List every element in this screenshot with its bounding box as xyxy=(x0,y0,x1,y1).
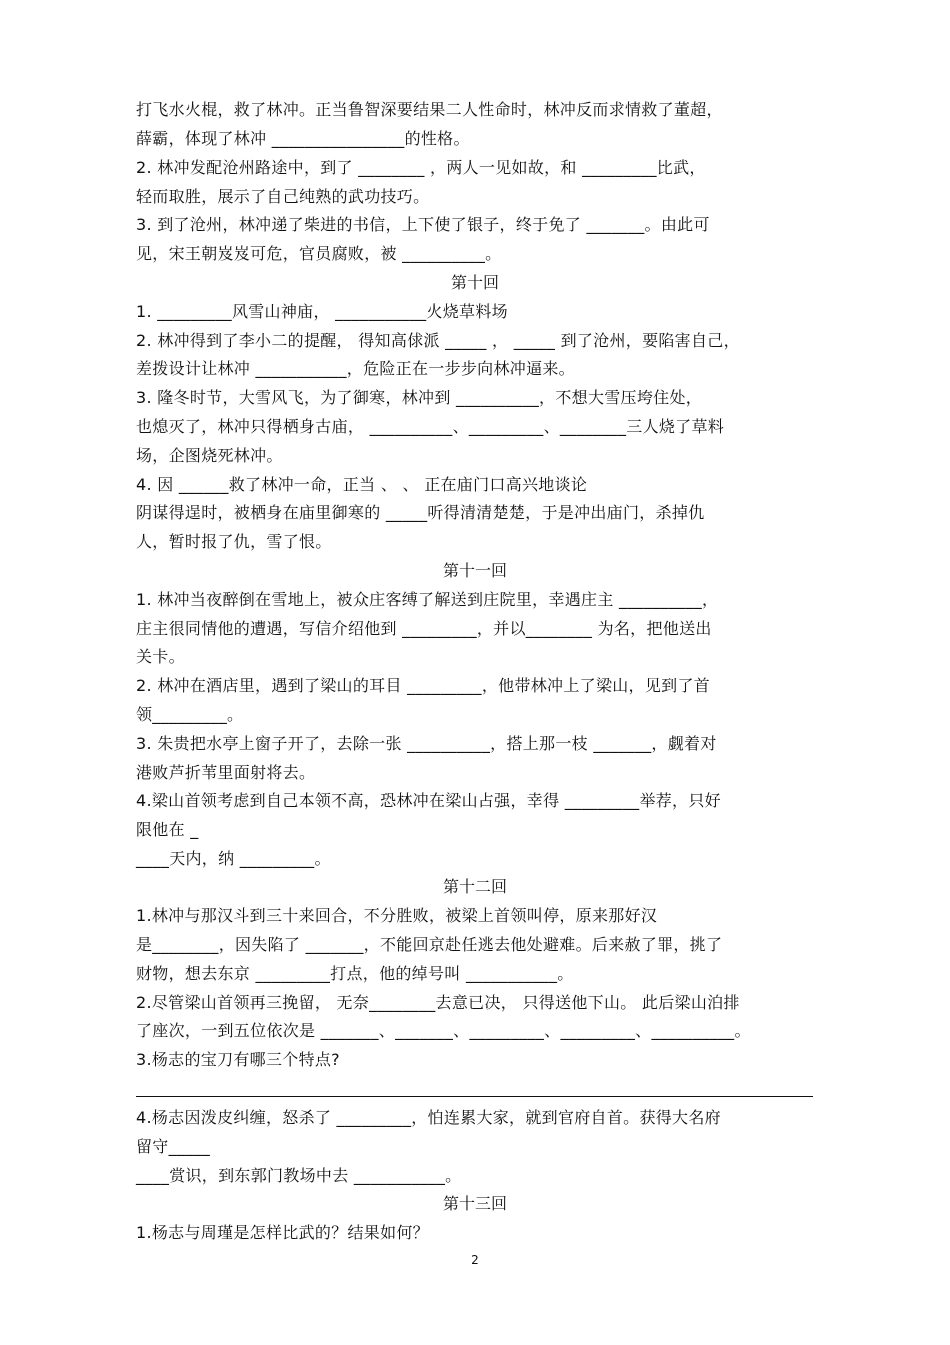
text-line: 1.林冲与那汉斗到三十来回合，不分胜败，被梁上首领叫停，原来那好汉 xyxy=(136,906,658,925)
text-line: 也熄灭了，林冲只得栖身古庙， __________、_________、________三人烧了草料 xyxy=(136,417,725,436)
text-line: 是________，因失陷了 _______，不能回京赴任逃去他处避难。后来赦了罪，挑了 xyxy=(136,935,723,954)
text-line: 人，暂时报了仇，雪了恨。 xyxy=(136,532,332,551)
text-line: 差拨设计让林冲 ___________，危险正在一步步向林冲逼来。 xyxy=(136,359,575,378)
text-line: 港败芦折苇里面射将去。 xyxy=(136,763,316,782)
text-line: 4. 因 ______救了林冲一命，正当 、 、 正在庙门口高兴地谈论 xyxy=(136,475,588,494)
text-line: 3. 朱贵把水亭上窗子开了，去除一张 __________，搭上那一枝 _______，觑着对 xyxy=(136,734,717,753)
text-line: 3.杨志的宝刀有哪三个特点? xyxy=(136,1050,340,1069)
text-line: 领_________。 xyxy=(136,705,244,724)
text-line: 3. 隆冬时节，大雪风飞，为了御寒，林冲到 __________，不想大雪压垮住处， xyxy=(136,388,703,407)
text-line: 财物，想去东京 _________打点，他的绰号叫 ___________。 xyxy=(136,964,574,983)
text-line: 薛霸，体现了林冲 ________________的性格。 xyxy=(136,129,470,148)
text-line: 2.尽管梁山首领再三挽留， 无奈________去意已决， 只得送他下山。 此后梁山泊排 xyxy=(136,993,740,1012)
text-line: 2. 林冲得到了李小二的提醒， 得知高俅派 _____ ， _____ 到了沧州，要陷害自己， xyxy=(136,331,740,350)
section-heading: 第十三回 xyxy=(442,1194,507,1213)
section-heading: 第十回 xyxy=(450,273,499,292)
section-heading: 第十一回 xyxy=(442,561,507,580)
text-line: 限他在 _ xyxy=(136,820,199,839)
text-line: 阴谋得逞时，被栖身在庙里御寒的 _____听得清清楚楚，于是冲出庙门，杀掉仇 xyxy=(136,503,705,522)
text-line: 2. 林冲在酒店里，遇到了梁山的耳目 _________，他带林冲上了梁山，见到了首 xyxy=(136,676,711,695)
text-line: 关卡。 xyxy=(136,647,185,666)
text-line: 了座次，一到五位依次是 _______、_______、_________、_________、__________。 xyxy=(136,1021,751,1040)
text-line: 4.梁山首领考虑到自己本领不高，恐林冲在梁山占强，幸得 _________举荐，只好 xyxy=(136,791,721,810)
answer-line xyxy=(136,1096,813,1097)
text-line: 2. 林冲发配沧州路途中，到了 ________ ，两人一见如故，和 _________比武， xyxy=(136,158,706,177)
text-line: 见，宋王朝岌岌可危，官员腐败，被 __________。 xyxy=(136,244,502,263)
text-line: 1. 林冲当夜醉倒在雪地上，被众庄客缚了解送到庄院里，幸遇庄主 __________， xyxy=(136,590,719,609)
text-line: 打飞水火棍，救了林冲。正当鲁智深要结果二人性命时，林冲反而求情救了董超， xyxy=(136,100,723,119)
text-line: 4.杨志因泼皮纠缠，怒杀了 _________，怕连累大家，就到官府自首。获得大名府 xyxy=(136,1108,721,1127)
section-heading: 第十二回 xyxy=(442,877,507,896)
text-line: 留守_____ xyxy=(136,1137,211,1156)
text-line: 场，企图烧死林冲。 xyxy=(136,446,283,465)
text-line: 轻而取胜，展示了自己纯熟的武功技巧。 xyxy=(136,187,430,206)
text-line: ____赏识，到东郭门教场中去 ___________。 xyxy=(136,1166,462,1185)
text-line: 庄主很同情他的遭遇，写信介绍他到 _________，并以________ 为名，把他送出 xyxy=(136,619,712,638)
text-line: 1. _________风雪山神庙， ___________火烧草料场 xyxy=(136,302,508,321)
page-number: 2 xyxy=(471,1253,479,1267)
text-line: 1.杨志与周瑾是怎样比武的？结果如何？ xyxy=(136,1223,429,1242)
text-line: 3. 到了沧州，林冲递了柴进的书信，上下使了银子，终于免了 _______。由此可 xyxy=(136,215,710,234)
text-line: ____天内，纳 _________。 xyxy=(136,849,331,868)
